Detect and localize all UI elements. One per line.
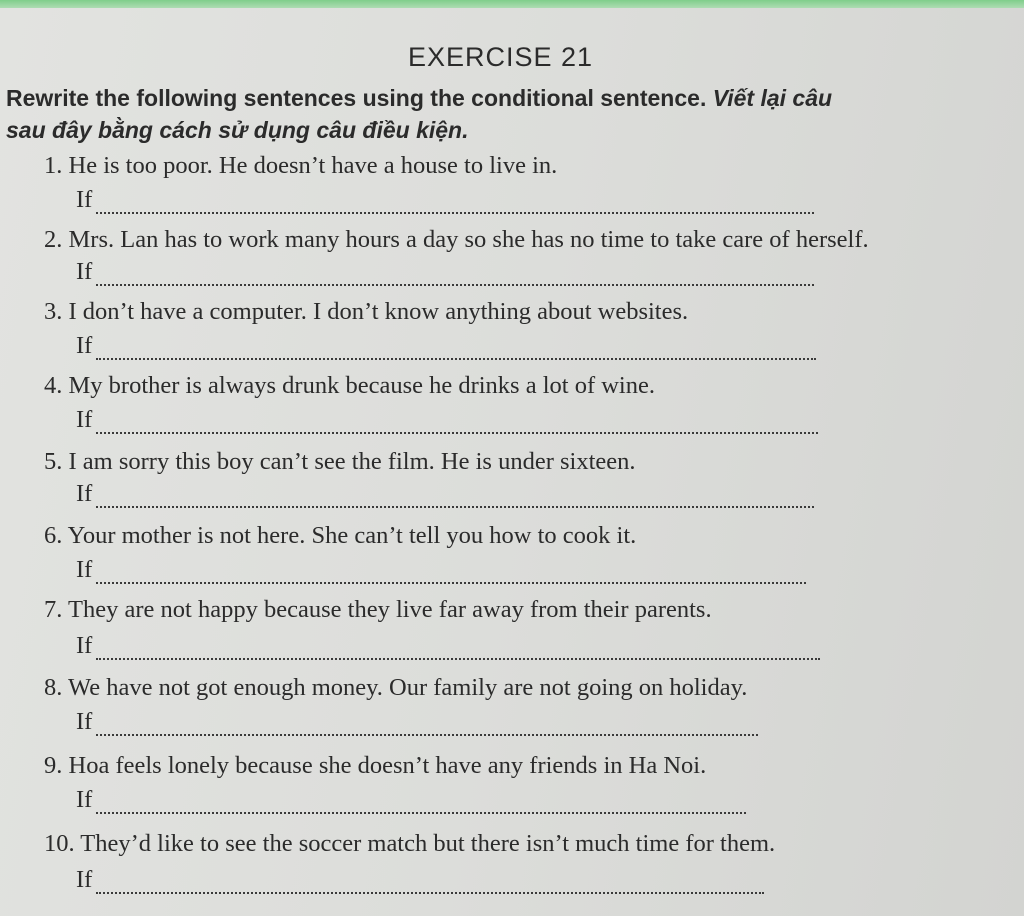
answer-line-6[interactable] [76, 556, 806, 586]
dotted-blank [96, 714, 758, 736]
answer-line-3[interactable] [76, 332, 816, 362]
dotted-blank [96, 412, 818, 434]
dotted-blank [96, 338, 816, 360]
instruction-vietnamese-part1: Viết lại câu [712, 85, 833, 111]
dotted-blank [96, 486, 814, 508]
sentence-3: 3. I don’t have a computer. I don’t know anything about websites. [44, 298, 689, 325]
dotted-blank [96, 638, 820, 660]
answer-line-10[interactable] [76, 866, 764, 896]
answer-prompt: If [76, 708, 93, 735]
sentence-1: 1. He is too poor. He doesn’t have a house to live in. [44, 152, 558, 179]
answer-line-2[interactable] [76, 258, 814, 288]
answer-line-8[interactable] [76, 708, 758, 738]
exercise-title: EXERCISE 21 [408, 42, 594, 72]
sentence-8: 8. We have not got enough money. Our family are not going on holiday. [44, 674, 748, 701]
sentence-7: 7. They are not happy because they live far away from their parents. [44, 596, 712, 623]
dotted-blank [96, 192, 814, 214]
answer-prompt: If [76, 786, 93, 813]
dotted-blank [96, 792, 746, 814]
instruction-vietnamese-part2: sau đây bằng cách sử dụng câu điều kiện. [6, 117, 469, 143]
answer-prompt: If [76, 632, 93, 659]
answer-prompt: If [76, 480, 93, 507]
answer-prompt: If [76, 556, 93, 583]
sentence-4: 4. My brother is always drunk because he drinks a lot of wine. [44, 372, 655, 399]
sentence-5: 5. I am sorry this boy can’t see the film. He is under sixteen. [44, 448, 636, 475]
instruction-english: Rewrite the following sentences using the conditional sentence. [6, 85, 707, 111]
instruction-text [6, 82, 1006, 146]
answer-line-9[interactable] [76, 786, 746, 816]
answer-line-7[interactable] [76, 632, 820, 662]
dotted-blank [96, 562, 806, 584]
answer-prompt: If [76, 866, 93, 893]
answer-line-1[interactable] [76, 186, 814, 216]
dotted-blank [96, 872, 764, 894]
sentence-9: 9. Hoa feels lonely because she doesn’t have any friends in Ha Noi. [44, 752, 707, 779]
answer-prompt: If [76, 186, 93, 213]
dotted-blank [96, 264, 814, 286]
answer-prompt: If [76, 406, 93, 433]
answer-prompt: If [76, 332, 93, 359]
sentence-2: 2. Mrs. Lan has to work many hours a day so she has no time to take care of herself. [44, 226, 869, 253]
sentence-10: 10. They’d like to see the soccer match but there isn’t much time for them. [44, 830, 776, 857]
answer-line-4[interactable] [76, 406, 818, 436]
sentence-6: 6. Your mother is not here. She can’t tell you how to cook it. [44, 522, 637, 549]
answer-prompt: If [76, 258, 93, 285]
answer-line-5[interactable] [76, 480, 814, 510]
